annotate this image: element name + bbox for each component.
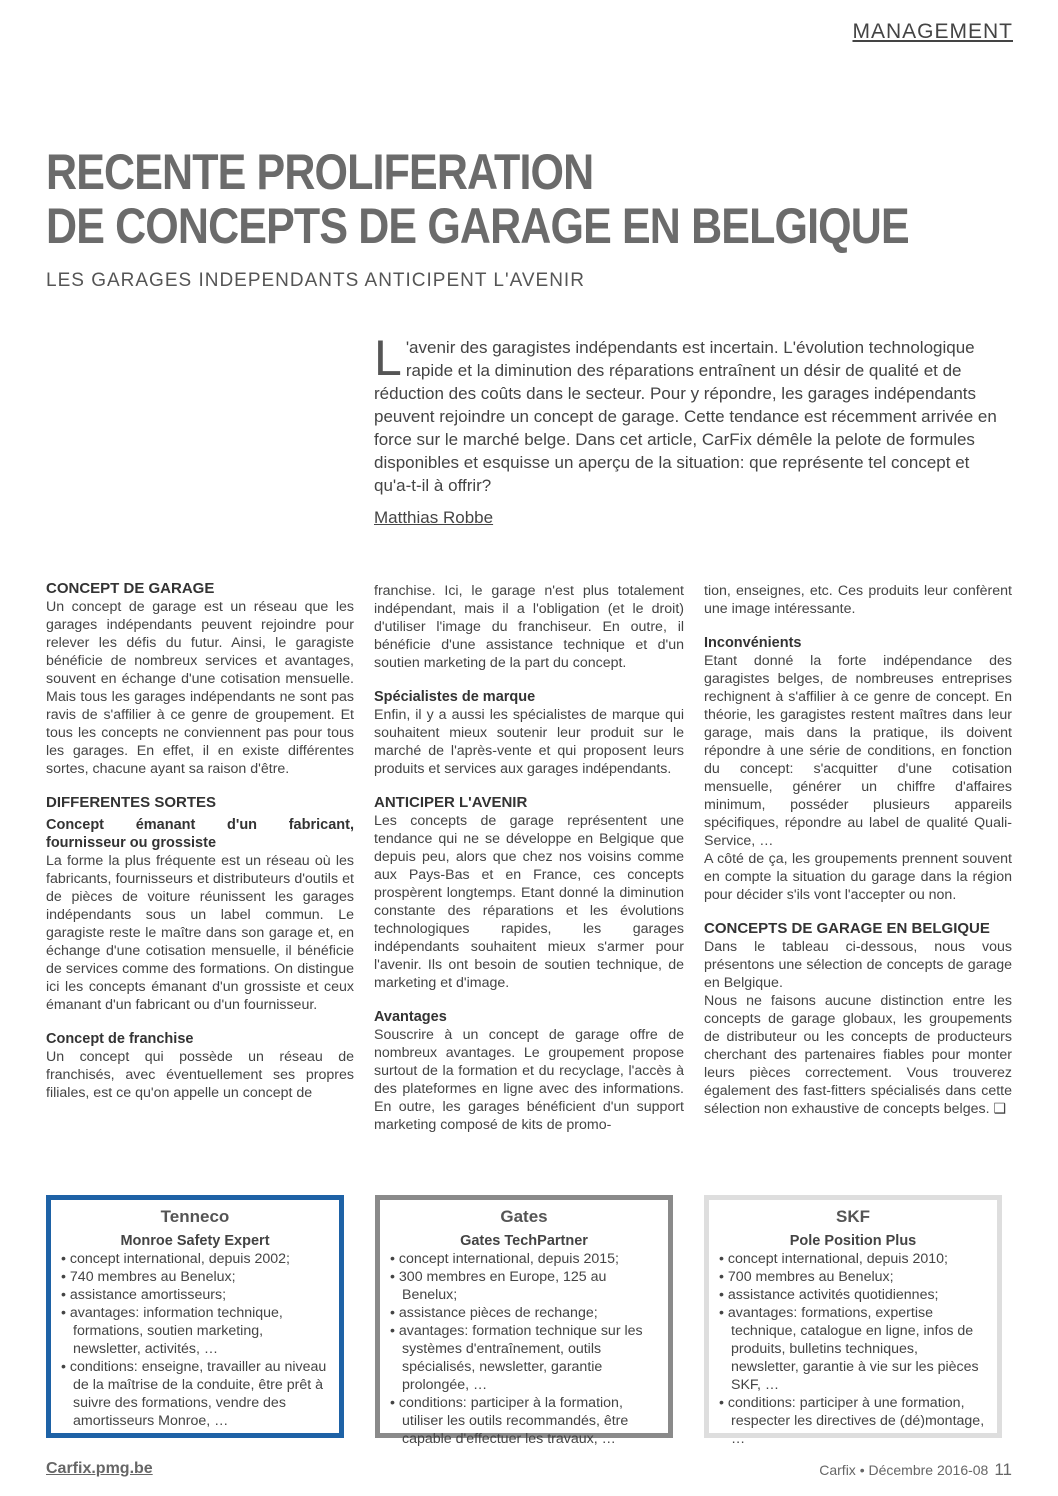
box-concept-name: Monroe Safety Expert bbox=[120, 1233, 270, 1249]
list-item: • 740 membres au Benelux; bbox=[61, 1268, 329, 1286]
page-number: 11 bbox=[994, 1460, 1012, 1479]
subheading-franchise: Concept de franchise bbox=[46, 1031, 194, 1047]
paragraph-specialistes: Enfin, il y a aussi les spécialistes de marque qui souhaitent mieux soutenir leur produit sur le marché de l'après-vente et qui proposent leurs produits et services aux garages indépendants. bbox=[374, 707, 684, 777]
paragraph-concept: Un concept de garage est un réseau que les garages indépendants peuvent rejoindre pour relever les défis du futur. Ainsi, le garagiste bénéficie de nombreux services et avantages, souvent en échange d'une cotisation mensuelle. Mais tous les garages indépendants ne sont pas ravis de s'affilier à ce genre de groupement. Et tous les concepts ne conviennent pas pour tous les garages. En effet, il en existe différentes sortes, chacune ayant sa raison d'être. bbox=[46, 599, 354, 777]
subheading-fabricant: Concept émanant d'un fabricant, fournisseur ou grossiste bbox=[46, 817, 354, 851]
heading-differentes-sortes: DIFFERENTES SORTES bbox=[46, 794, 217, 811]
box-brand-name: Tenneco bbox=[160, 1207, 230, 1226]
subheading-inconvenients: Inconvénients bbox=[704, 635, 802, 651]
footer-issue: Carfix • Décembre 2016-08 bbox=[819, 1462, 989, 1478]
box-concept-name: Pole Position Plus bbox=[789, 1233, 917, 1249]
column-2 bbox=[374, 582, 684, 1134]
heading-concept-de-garage: CONCEPT DE GARAGE bbox=[46, 580, 215, 597]
paragraph-avantages-cont: tion, enseignes, etc. Ces produits leur confèrent une image intéressante. bbox=[704, 583, 1012, 617]
list-item: • 300 membres en Europe, 125 au Benelux; bbox=[390, 1268, 658, 1304]
article-intro bbox=[374, 330, 1006, 497]
box-feature-list bbox=[719, 1250, 987, 1448]
list-item: • avantages: formations, expertise technique, catalogue en ligne, infos de produits, bulletins techniques, newsletter, garantie à vie sur les pièces SKF, … bbox=[719, 1304, 987, 1394]
article-title bbox=[46, 145, 975, 253]
list-item: • concept international, depuis 2010; bbox=[719, 1250, 987, 1268]
list-item: • conditions: participer à une formation, respecter les directives de (dé)montage, … bbox=[719, 1394, 987, 1448]
list-item: • concept international, depuis 2002; bbox=[61, 1250, 329, 1268]
column-3 bbox=[704, 582, 1012, 1118]
article-subtitle: LES GARAGES INDEPENDANTS ANTICIPENT L'AVENIR bbox=[46, 270, 585, 291]
paragraph-fabricant: La forme la plus fréquente est un réseau où les fabricants, fournisseurs et distributeurs d'outils et de pièces de voiture réunissent les garages indépendants sous un label commun. Le garagiste reste le maître dans son garage et, en échange d'une cotisation mensuelle, il bénéficie de services comme des formations. On distingue ici les concepts émanant d'un grossiste et ceux émanant d'un fabricant ou d'un fournisseur. bbox=[46, 853, 354, 1013]
paragraph-inconvenients: Etant donné la forte indépendance des garagistes belges, de nombreuses entreprises rechignent à s'affilier à ce genre de concept. En théorie, les garagistes restent maîtres dans leur garage, mais dans la pratique, ils doivent répondre à une série de conditions, en fonction du concept: s'acquitter d'une cotisation mensuelle, générer un chiffre d'affaires minimum, posséder plusieurs appareils spécifiques, répondre au label de qualité Quali-Service, … bbox=[704, 653, 1012, 849]
title-line-2: DE CONCEPTS DE GARAGE EN BELGIQUE bbox=[46, 198, 909, 254]
paragraph-inconvenients-2: A côté de ça, les groupements prennent souvent en compte la situation du garage dans la région pour décider s'ils vont l'accepter ou non. bbox=[704, 851, 1012, 903]
box-brand-name: SKF bbox=[836, 1207, 870, 1226]
list-item: • 700 membres au Benelux; bbox=[719, 1268, 987, 1286]
box-feature-list bbox=[390, 1250, 658, 1448]
paragraph-belgique-2: Nous ne faisons aucune distinction entre les concepts de garage globaux, les groupements de distributeur ou les concepts de producteurs cherchant des partenaires fiables pour monter leurs pièces correctement. Vous trouverez également des fast-fitters spécialisés dans cette sélection non exhaustive de concepts belges. ❑ bbox=[704, 993, 1012, 1117]
subheading-avantages: Avantages bbox=[374, 1009, 447, 1025]
list-item: • avantages: formation technique sur les systèmes d'entraînement, outils spécialisés, newsletter, garantie prolongée, … bbox=[390, 1322, 658, 1394]
author-link[interactable]: Matthias Robbe bbox=[374, 508, 494, 527]
list-item: • assistance pièces de rechange; bbox=[390, 1304, 658, 1322]
intro-text: 'avenir des garagistes indépendants est incertain. L'évolution technologique rapide et la diminution des réparations entraînent un désir de qualité et de réduction des coûts dans le secteur. Pour y répondre, les garages indépendants peuvent rejoindre un concept de garage. Cette tendance est récemment arrivée en force sur le marché belge. Dans cet article, CarFix démêle la pelote de formules disponibles et esquisse un aperçu de la situation: que représente tel concept et qu'a-t-il à offrir? bbox=[374, 338, 997, 495]
list-item: • conditions: participer à la formation, utiliser les outils recommandés, être capable d'effectuer les travaux, … bbox=[390, 1394, 658, 1448]
subheading-specialistes: Spécialistes de marque bbox=[374, 689, 536, 705]
paragraph-belgique-1: Dans le tableau ci-dessous, nous vous présentons une sélection de concepts de garage en Belgique. bbox=[704, 939, 1012, 991]
footer-issue-info bbox=[819, 1460, 1012, 1480]
heading-anticiper: ANTICIPER L'AVENIR bbox=[374, 794, 528, 811]
section-label: MANAGEMENT bbox=[852, 20, 1013, 43]
list-item: • assistance activités quotidiennes; bbox=[719, 1286, 987, 1304]
list-item: • concept international, depuis 2015; bbox=[390, 1250, 658, 1268]
concept-box-skf bbox=[704, 1195, 1002, 1447]
paragraph-avantages: Souscrire à un concept de garage offre de nombreux avantages. Le groupement propose surtout de la formation et du recyclage, l'accès à des plateformes en ligne avec des informations. En outre, les garages bénéficient d'un support marketing composé de kits de promo- bbox=[374, 1027, 684, 1133]
paragraph-anticiper: Les concepts de garage représentent une tendance qui ne se développe en Belgique que depuis peu, alors que chez nos voisins comme aux Pays-Bas et en France, ces concepts prospèrent longtemps. Etant donné la diminution constante des réparations et les évolutions technologiques rapides, les garages indépendants souhaitent mieux s'armer pour l'avenir. Ils ont besoin de soutien technique, de marketing et d'image. bbox=[374, 813, 684, 991]
list-item: • assistance amortisseurs; bbox=[61, 1286, 329, 1304]
concept-box-tenneco bbox=[46, 1195, 344, 1438]
footer-site-link[interactable]: Carfix.pmg.be bbox=[46, 1460, 153, 1477]
paragraph-franchise: Un concept qui possède un réseau de franchisés, avec éventuellement ses propres filiales, est ce qu'on appelle un concept de bbox=[46, 1049, 354, 1101]
list-item: • avantages: information technique, formations, soutien marketing, newsletter, activités, … bbox=[61, 1304, 329, 1358]
list-item: • conditions: enseigne, travailler au niveau de la maîtrise de la conduite, être prêt à suivre des formations, vendre des amortisseurs Monroe, … bbox=[61, 1358, 329, 1430]
concept-box-gates bbox=[375, 1195, 673, 1447]
box-brand-name: Gates bbox=[500, 1207, 548, 1226]
title-line-1: RECENTE PROLIFERATION bbox=[46, 144, 594, 200]
heading-concepts-belgique: CONCEPTS DE GARAGE EN BELGIQUE bbox=[704, 920, 990, 937]
column-1 bbox=[46, 580, 354, 1102]
box-feature-list bbox=[61, 1250, 329, 1430]
paragraph-franchise-cont: franchise. Ici, le garage n'est plus totalement indépendant, mais il a l'obligation (et le droit) d'utiliser l'image du franchiseur. En outre, il bénéficie d'une assistance technique et d'un soutien marketing de la part du concept. bbox=[374, 583, 684, 671]
intro-dropcap: L bbox=[374, 330, 402, 386]
box-concept-name: Gates TechPartner bbox=[460, 1233, 588, 1249]
